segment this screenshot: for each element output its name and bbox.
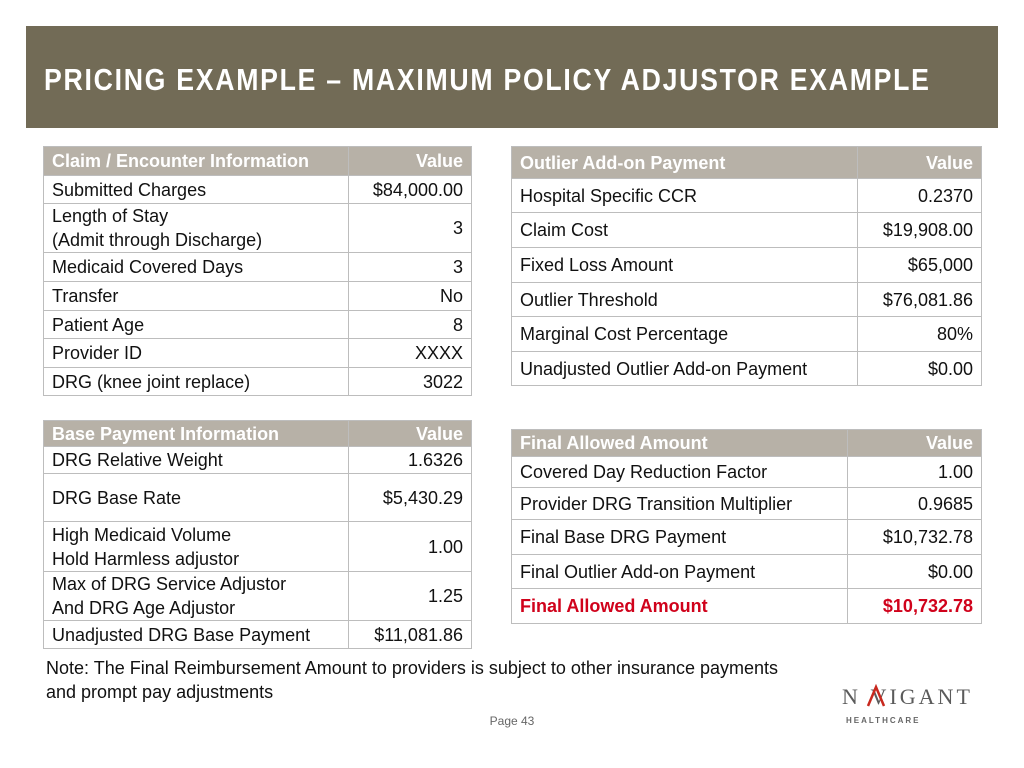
table-header-row [44,147,472,176]
column-header: Value [848,430,982,457]
table-row [44,368,472,396]
logo-subtitle: HEALTHCARE [846,716,921,725]
row-value: $5,430.29 [349,474,472,522]
row-value: $0.00 [858,352,982,386]
row-label: Marginal Cost Percentage [512,317,858,352]
row-label: Covered Day Reduction Factor [512,457,848,488]
table-row [512,457,982,488]
row-label: High Medicaid Volume Hold Harmless adjustor [44,522,349,572]
footnote: Note: The Final Reimbursement Amount to providers is subject to other insurance payments and prompt pay adjustments [46,658,779,702]
row-label: Fixed Loss Amount [512,248,858,283]
column-header: Claim / Encounter Information [44,147,349,176]
table-row [512,520,982,555]
table-row [44,447,472,474]
table-row [44,522,472,572]
table-row [512,352,982,386]
row-label: Unadjusted DRG Base Payment [44,621,349,649]
table-row [44,621,472,649]
column-header: Value [349,147,472,176]
row-label: DRG Base Rate [44,474,349,522]
table-row [44,311,472,339]
row-value: $84,000.00 [349,176,472,204]
row-value: $11,081.86 [349,621,472,649]
row-value: $0.00 [848,555,982,589]
column-header: Value [858,147,982,179]
table-row [44,176,472,204]
row-label: Outlier Threshold [512,283,858,317]
table-header-row [512,147,982,179]
row-value: 8 [349,311,472,339]
row-value: 0.9685 [848,488,982,520]
table-row [512,283,982,317]
table-row [512,488,982,520]
column-header: Value [349,421,472,447]
logo-chevron-icon [866,684,886,708]
row-value: $19,908.00 [858,213,982,248]
column-header: Base Payment Information [44,421,349,447]
row-label: Length of Stay (Admit through Discharge) [44,204,349,253]
row-value: 1.00 [349,522,472,572]
table-header-row [512,430,982,457]
table-row [44,253,472,282]
row-label: Max of DRG Service Adjustor And DRG Age Adjustor [44,572,349,621]
row-value: 3 [349,253,472,282]
base-payment-table [43,420,472,649]
outlier-table [511,146,982,386]
table-row [44,339,472,368]
row-value: 1.6326 [349,447,472,474]
row-value: $65,000 [858,248,982,283]
row-label: Medicaid Covered Days [44,253,349,282]
row-value: $76,081.86 [858,283,982,317]
row-label: Final Base DRG Payment [512,520,848,555]
row-value: No [349,282,472,311]
table-row [512,179,982,213]
table-row [512,555,982,589]
table-header-row [44,421,472,447]
row-label: DRG Relative Weight [44,447,349,474]
logo-wordmark: N VIGANT [842,684,973,709]
table-row [44,204,472,253]
table-row [44,282,472,311]
table-row [512,317,982,352]
title-banner [26,26,998,128]
row-label: Unadjusted Outlier Add-on Payment [512,352,858,386]
table-row [44,474,472,522]
row-label: DRG (knee joint replace) [44,368,349,396]
page-title: PRICING EXAMPLE – MAXIMUM POLICY ADJUSTOR EXAMPLE [44,62,931,97]
row-label: Submitted Charges [44,176,349,204]
row-value: 3 [349,204,472,253]
row-label: Final Outlier Add-on Payment [512,555,848,589]
row-value: 1.00 [848,457,982,488]
page-number: Page 43 [489,714,535,728]
final-allowed-total-row [512,589,982,624]
row-value: 3022 [349,368,472,396]
row-value: 80% [858,317,982,352]
claim-table [43,146,472,396]
table-row [44,572,472,621]
row-value: 0.2370 [858,179,982,213]
row-label: Claim Cost [512,213,858,248]
column-header: Outlier Add-on Payment [512,147,858,179]
table-row [512,213,982,248]
row-value: XXXX [349,339,472,368]
row-value: $10,732.78 [848,589,982,624]
row-value: $10,732.78 [848,520,982,555]
row-label: Transfer [44,282,349,311]
row-label: Provider ID [44,339,349,368]
column-header: Final Allowed Amount [512,430,848,457]
row-label: Final Allowed Amount [512,589,848,624]
row-value: 1.25 [349,572,472,621]
table-row [512,248,982,283]
row-label: Patient Age [44,311,349,339]
row-label: Provider DRG Transition Multiplier [512,488,848,520]
row-label: Hospital Specific CCR [512,179,858,213]
navigant-logo [842,684,982,730]
final-allowed-table [511,429,982,624]
